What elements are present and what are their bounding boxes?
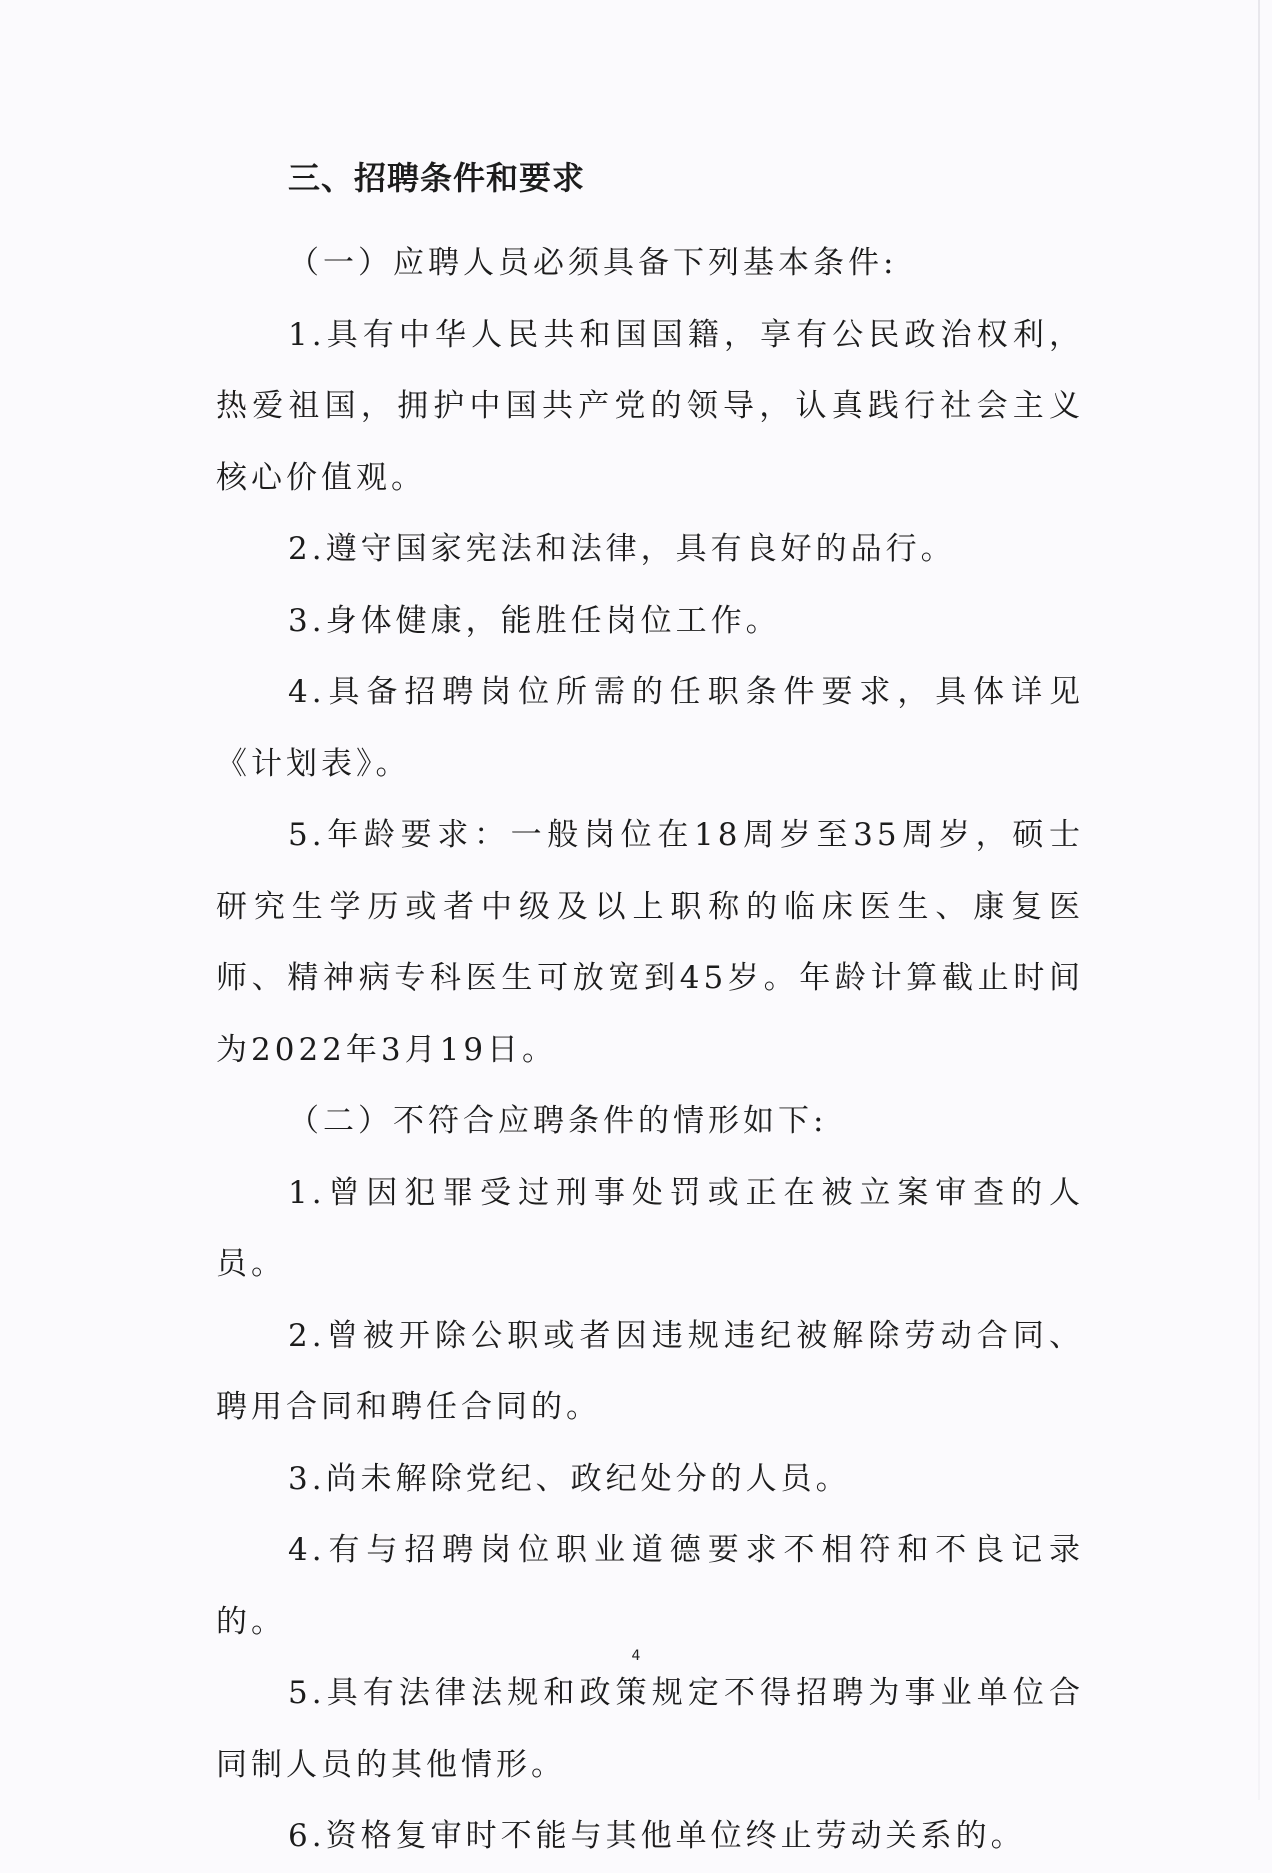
paragraph-disqualification-4: 4.有与招聘岗位职业道德要求不相符和不良记录的。 — [216, 1532, 1084, 1640]
paragraph-disqualification-2: 2.曾被开除公职或者因违规违纪被解除劳动合同、聘用合同和聘任合同的。 — [216, 1317, 1084, 1425]
scan-edge — [1258, 0, 1260, 1800]
paragraph-condition-5: 5.年龄要求：一般岗位在18周岁至35周岁，硕士研究生学历或者中级及以上职称的临床医生、康复医师、精神病专科医生可放宽到45岁。年龄计算截止时间为2022年3月19日。 — [216, 817, 1084, 1068]
paragraph-condition-4: 4.具备招聘岗位所需的任职条件要求，具体详见《计划表》。 — [216, 674, 1084, 782]
paragraph-disqualifications: （二）不符合应聘条件的情形如下: — [288, 1103, 828, 1139]
paragraph-condition-1: 1.具有中华人民共和国国籍，享有公民政治权利，热爱祖国，拥护中国共产党的领导，认真践行社会主义核心价值观。 — [216, 316, 1084, 496]
paragraph-condition-3: 3.身体健康，能胜任岗位工作。 — [288, 602, 781, 639]
document-body — [216, 158, 1084, 1873]
paragraph-disqualification-5: 5.具有法律法规和政策规定不得招聘为事业单位合同制人员的其他情形。 — [216, 1675, 1084, 1783]
paragraph-disqualification-1: 1.曾因犯罪受过刑事处罚或正在被立案审查的人员。 — [216, 1174, 1084, 1282]
paragraph-condition-2: 2.遵守国家宪法和法律，具有良好的品行。 — [288, 531, 956, 567]
paragraph-basic-conditions: （一）应聘人员必须具备下列基本条件: — [288, 245, 898, 281]
section-heading: 三、招聘条件和要求 — [288, 159, 586, 197]
paragraph-disqualification-6: 6.资格复审时不能与其他单位终止劳动关系的。 — [288, 1818, 1026, 1854]
page-number: 4 — [631, 1648, 641, 1664]
paragraph-disqualification-3: 3.尚未解除党纪、政纪处分的人员。 — [288, 1460, 851, 1497]
